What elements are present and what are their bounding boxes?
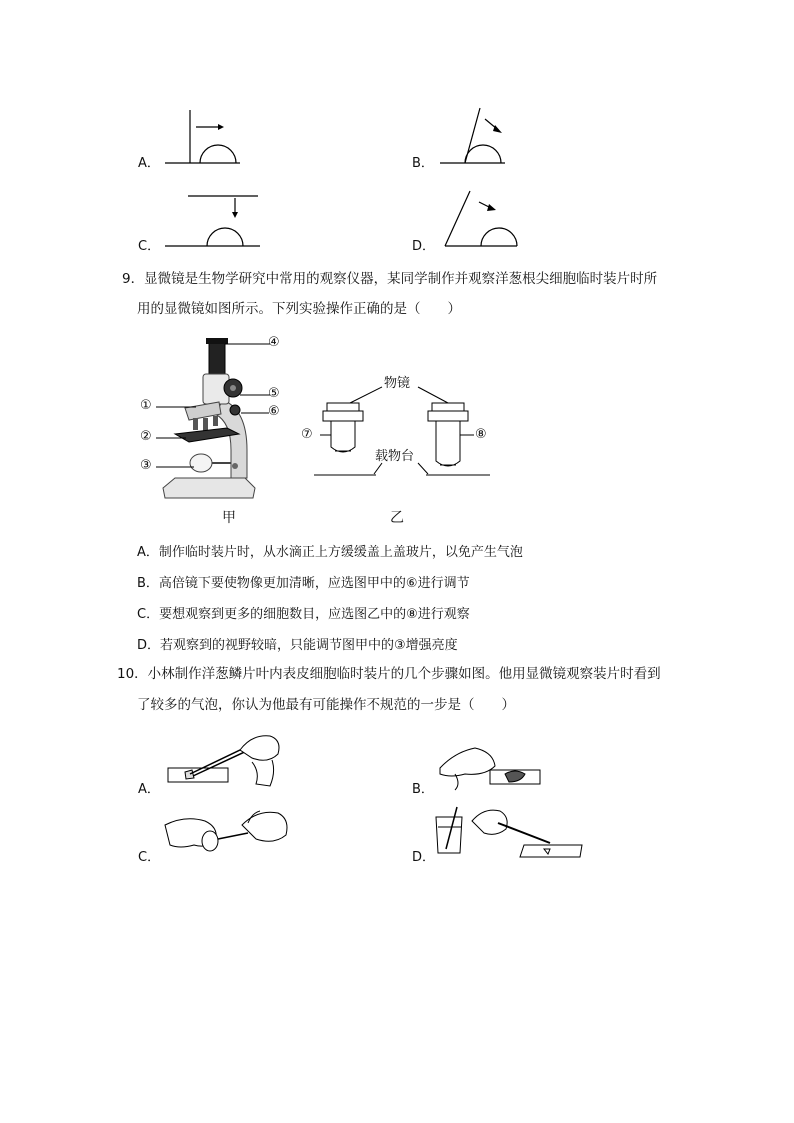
q10-option-b-picture [435,738,545,793]
q10-option-a-label: A． [138,782,160,797]
leader-line-4 [225,342,270,346]
marker-6: ⑥ [268,404,280,419]
q9-figure-microscope [135,330,305,530]
q9-stem-line1: 9．显微镜是生物学研究中常用的观察仪器，某同学制作并观察洋葱根尖细胞临时装片时所 [122,271,658,287]
q10-option-d-label: D． [412,850,436,865]
q9-choice-d: D．若观察到的视野较暗，只能调节图甲中的③增强亮度 [137,638,458,653]
q9-choice-a: A．制作临时装片时，从水滴正上方缓缓盖上盖玻片，以免产生气泡 [137,545,523,560]
q8-option-d-diagram [435,188,520,250]
leader-line-6 [241,411,269,415]
q10-option-c-picture [160,805,295,860]
q8-option-c-label: C． [138,239,161,254]
q8-option-b-diagram [435,105,520,167]
leader-line-3 [156,465,194,469]
marker-7: ⑦ [301,427,313,442]
q8-option-d-label: D． [412,239,436,254]
q9-choice-b: B．高倍镜下要使物像更加清晰，应选图甲中的⑥进行调节 [137,576,470,591]
marker-1: ① [140,398,152,413]
q10-option-a-picture [160,728,290,793]
marker-4: ④ [268,335,280,350]
q9-stem-line2: 用的显微镜如图所示。下列实验操作正确的是（ ） [137,301,461,317]
marker-8: ⑧ [475,427,487,442]
figure-label-yi: 乙 [390,510,404,526]
q8-option-b-label: B． [412,156,434,171]
q10-stem-line1: 10．小林制作洋葱鳞片叶内表皮细胞临时装片的几个步骤如图。他用显微镜观察装片时看到 [117,666,661,682]
q10-option-d-picture [432,805,587,860]
q9-choice-c: C．要想观察到更多的细胞数目，应选图乙中的⑧进行观察 [137,607,470,622]
leader-line-5 [240,393,270,397]
figure-label-stage: 载物台 [375,449,415,464]
q8-option-a-label: A． [138,156,160,171]
leader-line-2 [156,436,186,440]
q10-option-b-label: B． [412,782,434,797]
figure-label-jia: 甲 [222,510,236,526]
q8-option-c-diagram [160,190,265,250]
marker-5: ⑤ [268,386,280,401]
q8-option-a-diagram [160,105,245,167]
leader-line-1 [156,405,196,409]
figure-label-objective: 物镜 [384,376,411,391]
q10-stem-line2: 了较多的气泡，你认为他最有可能操作不规范的一步是（ ） [137,697,515,713]
marker-3: ③ [140,458,152,473]
marker-2: ② [140,429,152,444]
q10-option-c-label: C． [138,850,161,865]
